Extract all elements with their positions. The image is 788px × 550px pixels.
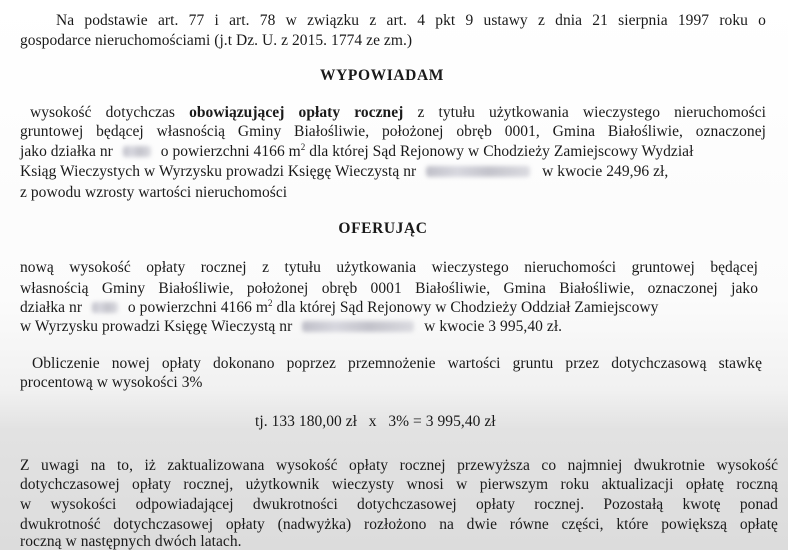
paragraph-3-line-2: procentową w wysokości 3% [20,374,203,391]
p1-line-1-pre: wysokość dotychczas [30,104,190,121]
paragraph-1-line-3 [20,142,693,161]
paragraph-2-line-3 [20,298,658,317]
paragraph-3-line-1: Obliczenie nowej opłaty dokonano poprzez przemnożenie wartości gruntu przez dotychczasową stawkę [32,355,762,372]
paragraph-1-line-4 [20,162,668,181]
p2-line-4-post: w kwocie 3 995,40 zł. [424,318,563,335]
paragraph-2-line-1: nową wysokość opłaty rocznej z tytułu użytkowania wieczystego nieruchomości gruntowej będącej [20,259,758,276]
calculation-line: tj. 133 180,00 zł x 3% = 3 995,40 zł [255,413,496,430]
paragraph-2-line-4 [20,317,562,336]
paragraph-4-line-4: dwukrotność dotychczasowej opłaty (nadwyżka) rozłożono na dwie równe części, które powiększą opłatę [20,516,778,533]
paragraph-4-line-5: roczną w następnych dwóch latach. [20,533,242,550]
intro-line-2: gospodarce nieruchomościami (j.t Dz. U. z 2015. 1774 ze zm.) [20,32,413,49]
paragraph-1-line-1 [30,103,766,122]
paragraph-4-line-2: dotychczasowej opłaty rocznej, użytkownik wieczysty wnosi w pierwszym roku aktualizacji opłatę roczną [20,476,778,493]
p1-line-3-post: o powierzchni 4166 m [160,143,301,160]
redacted-land-register-number-2 [302,321,414,332]
p1-line-4-post: w kwocie 249,96 zł, [542,163,669,180]
p2-line-3-sup: 2 [267,297,273,308]
p2-line-3-end: dla której Sąd Rejonowy w Chodzieży Oddział Zamiejscowy [272,299,659,316]
p1-line-1-bold: obowiązującej opłaty rocznej [189,104,404,121]
paragraph-4-line-3: w wysokości odpowiadającej dwukrotności dotychczasowej opłaty rocznej. Pozostałą kwotę ponad [20,496,778,513]
p1-line-3-pre: jako działka nr [20,143,113,160]
p1-line-4-pre: Ksiąg Wieczystych w Wyrzysku prowadzi Księgę Wieczystą nr [20,163,417,180]
redacted-parcel-number [123,146,151,157]
p1-line-3-sup: 2 [300,141,306,152]
p2-line-3-post: o powierzchni 4166 m [127,299,268,316]
redacted-parcel-number-2 [92,302,118,313]
p2-line-4-pre: w Wyrzysku prowadzi Księgę Wieczystą nr [20,318,293,335]
heading-oferujac: OFERUJĄC [338,220,428,237]
intro-line-1: Na podstawie art. 77 i art. 78 w związku z art. 4 pkt 9 ustawy z dnia 21 sierpnia 1997 roku o [56,12,766,29]
paragraph-4-line-1: Z uwagi na to, iż zaktualizowana wysokość opłaty rocznej przewyższa co najmniej dwukrotnie wysokość [20,457,778,474]
p2-line-3-pre: działka nr [20,299,83,316]
paragraph-2-line-2: własnością Gminy Białośliwie, położonej obręb 0001 Białośliwie, Gmina Białośliwie, oznaczonej jako [20,280,758,297]
paragraph-1-line-2: gruntowej będącej własnością Gminy Białośliwie, położonej obręb 0001, Gmina Białośliwie, oznaczonej [20,123,766,140]
p1-line-1-post: z tytułu użytkowania wieczystego nieruchomości [403,104,767,121]
heading-wypowiadam: WYPOWIADAM [320,67,444,84]
p1-line-3-end: dla której Sąd Rejonowy w Chodzieży Zamiejscowy Wydział [305,143,694,160]
paragraph-1-line-5: z powodu wzrosty wartości nieruchomości [20,184,288,201]
redacted-land-register-number [426,166,530,177]
